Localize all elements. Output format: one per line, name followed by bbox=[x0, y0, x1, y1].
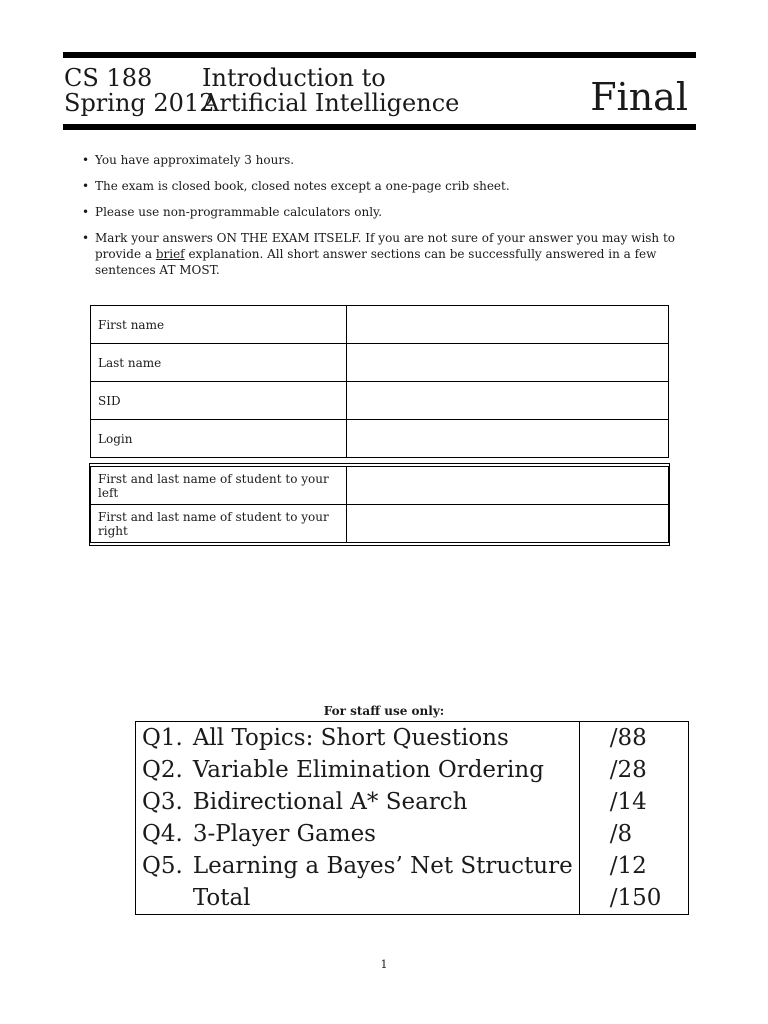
table-row bbox=[136, 850, 689, 882]
right-student-field[interactable] bbox=[347, 505, 669, 543]
field-label: First name bbox=[91, 306, 347, 344]
total-row bbox=[136, 882, 689, 915]
table-row bbox=[91, 344, 669, 382]
question-points: /28 bbox=[579, 754, 688, 786]
question-title: Bidirectional A* Search bbox=[192, 789, 468, 815]
sid-field[interactable] bbox=[347, 382, 669, 420]
instruction-item bbox=[82, 152, 698, 168]
instruction-item bbox=[82, 178, 698, 194]
login-field[interactable] bbox=[347, 420, 669, 458]
field-label: First and last name of student to your left bbox=[91, 467, 347, 505]
question-title: Learning a Bayes’ Net Structure bbox=[192, 853, 573, 879]
question-title: Variable Elimination Ordering bbox=[192, 757, 544, 783]
table-row bbox=[136, 722, 689, 755]
table-row bbox=[91, 420, 669, 458]
header-top-rule bbox=[63, 52, 696, 58]
field-label: Login bbox=[91, 420, 347, 458]
student-info-table bbox=[90, 305, 669, 458]
question-number: Q3. bbox=[136, 786, 189, 818]
question-number: Q1. bbox=[136, 722, 189, 755]
question-number: Q2. bbox=[136, 754, 189, 786]
header-bottom-rule bbox=[63, 124, 696, 130]
field-label: First and last name of student to your right bbox=[91, 505, 347, 543]
table-row bbox=[91, 382, 669, 420]
term: Spring 2012 bbox=[64, 89, 215, 117]
question-number: Q5. bbox=[136, 850, 189, 882]
total-label: Total bbox=[189, 882, 579, 915]
staff-caption: For staff use only: bbox=[323, 704, 445, 718]
instruction-item bbox=[82, 230, 698, 278]
total-points: /150 bbox=[579, 882, 688, 915]
table-row bbox=[136, 818, 689, 850]
table-row bbox=[91, 505, 669, 543]
instruction-text: You have approximately 3 hours. bbox=[95, 153, 295, 167]
page-number: 1 bbox=[380, 958, 388, 971]
first-name-field[interactable] bbox=[347, 306, 669, 344]
instruction-text: Please use non-programmable calculators only. bbox=[95, 205, 383, 219]
table-row bbox=[136, 786, 689, 818]
instructions-list bbox=[82, 152, 698, 288]
instruction-text: The exam is closed book, closed notes except a one-page crib sheet. bbox=[95, 179, 510, 193]
question-title: 3-Player Games bbox=[192, 821, 376, 847]
left-student-field[interactable] bbox=[347, 467, 669, 505]
table-row bbox=[136, 754, 689, 786]
instruction-emphasis: brief bbox=[155, 247, 185, 261]
instruction-item bbox=[82, 204, 698, 220]
question-points: /14 bbox=[579, 786, 688, 818]
question-points: /8 bbox=[579, 818, 688, 850]
staff-score-table bbox=[135, 721, 689, 915]
question-number: Q4. bbox=[136, 818, 189, 850]
field-label: Last name bbox=[91, 344, 347, 382]
table-row bbox=[91, 467, 669, 505]
course-title-line1: Introduction to bbox=[202, 64, 386, 92]
course-code: CS 188 bbox=[64, 64, 153, 92]
course-title-line2: Artificial Intelligence bbox=[202, 89, 460, 117]
instruction-text-pre: Mark your answers ON THE EXAM ITSELF. If you are not sure of your answer you may wish to provide a bbox=[95, 231, 676, 261]
table-row bbox=[91, 306, 669, 344]
instruction-text-post: explanation. All short answer sections can be successfully answered in a few sentences AT MOST. bbox=[95, 247, 657, 277]
last-name-field[interactable] bbox=[347, 344, 669, 382]
question-points: /88 bbox=[579, 722, 688, 755]
question-title: All Topics: Short Questions bbox=[189, 722, 579, 755]
question-number bbox=[136, 882, 189, 915]
neighbor-info-table bbox=[90, 466, 669, 543]
field-label: SID bbox=[91, 382, 347, 420]
question-points: /12 bbox=[579, 850, 688, 882]
exam-type: Final bbox=[590, 75, 688, 119]
